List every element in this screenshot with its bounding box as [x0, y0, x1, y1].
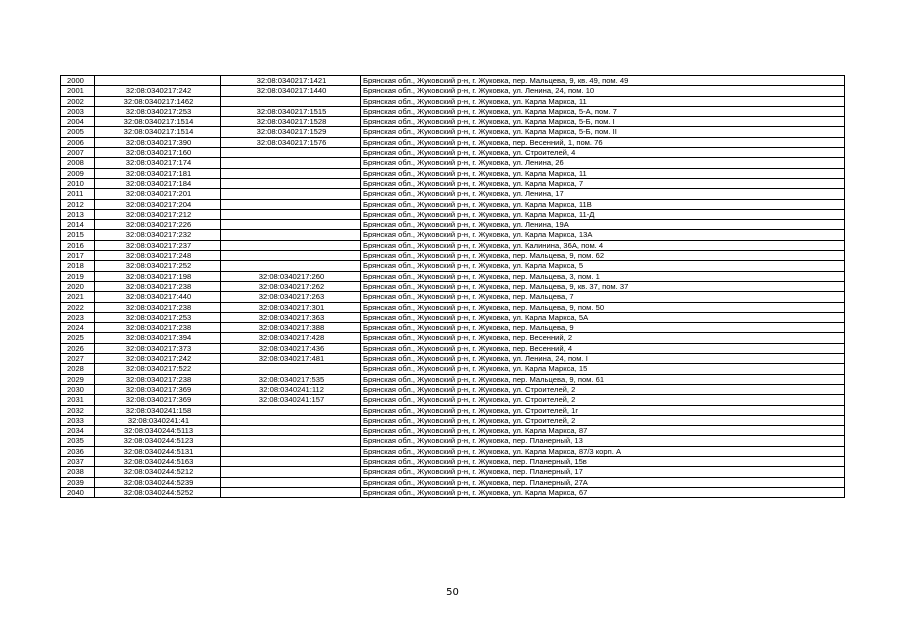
row-number-cell: 2008 [61, 158, 95, 168]
object-cadastral-number-cell [221, 487, 361, 497]
table-row [61, 199, 845, 209]
address-cell: Брянская обл., Жуковский р-н, г. Жуковка, пер. Мальцева, 9, кв. 37, пом. 37 [361, 281, 845, 291]
table-row [61, 106, 845, 116]
address-cell: Брянская обл., Жуковский р-н, г. Жуковка, ул. Карла Маркса, 11В [361, 199, 845, 209]
address-cell: Брянская обл., Жуковский р-н, г. Жуковка, ул. Карла Маркса, 5-Б, пом. II [361, 127, 845, 137]
cadastral-number-cell: 32:08:0340244:5163 [95, 456, 221, 466]
cadastral-number-cell: 32:08:0340217:184 [95, 178, 221, 188]
address-cell: Брянская обл., Жуковский р-н, г. Жуковка, пер. Планерный, 15в [361, 456, 845, 466]
object-cadastral-number-cell: 32:08:0340217:481 [221, 354, 361, 364]
table-row [61, 405, 845, 415]
row-number-cell: 2012 [61, 199, 95, 209]
cadastral-number-cell: 32:08:0340217:181 [95, 168, 221, 178]
address-cell: Брянская обл., Жуковский р-н, г. Жуковка, ул. Карла Маркса, 11-Д [361, 209, 845, 219]
address-cell: Брянская обл., Жуковский р-н, г. Жуковка, пер. Мальцева, 9 [361, 323, 845, 333]
address-cell: Брянская обл., Жуковский р-н, г. Жуковка, ул. Калинина, 36А, пом. 4 [361, 240, 845, 250]
row-number-cell: 2004 [61, 117, 95, 127]
object-cadastral-number-cell [221, 240, 361, 250]
object-cadastral-number-cell: 32:08:0340217:1528 [221, 117, 361, 127]
address-cell: Брянская обл., Жуковский р-н, г. Жуковка, пер. Планерный, 17 [361, 467, 845, 477]
row-number-cell: 2003 [61, 106, 95, 116]
cadastral-number-cell: 32:08:0340217:204 [95, 199, 221, 209]
table-row [61, 292, 845, 302]
row-number-cell: 2019 [61, 271, 95, 281]
address-cell: Брянская обл., Жуковский р-н, г. Жуковка, пер. Планерный, 27А [361, 477, 845, 487]
table-row [61, 415, 845, 425]
cadastral-number-cell: 32:08:0340217:373 [95, 343, 221, 353]
table-row [61, 209, 845, 219]
address-cell: Брянская обл., Жуковский р-н, г. Жуковка, ул. Ленина, 24, пом. 10 [361, 86, 845, 96]
object-cadastral-number-cell [221, 199, 361, 209]
cadastral-number-cell: 32:08:0340217:226 [95, 220, 221, 230]
table-row [61, 436, 845, 446]
cadastral-number-cell: 32:08:0340217:248 [95, 251, 221, 261]
object-cadastral-number-cell: 32:08:0340217:260 [221, 271, 361, 281]
table-row [61, 86, 845, 96]
address-cell: Брянская обл., Жуковский р-н, г. Жуковка, ул. Строителей, 1г [361, 405, 845, 415]
row-number-cell: 2013 [61, 209, 95, 219]
address-cell: Брянская обл., Жуковский р-н, г. Жуковка, пер. Весенний, 1, пом. 76 [361, 137, 845, 147]
table-row [61, 96, 845, 106]
row-number-cell: 2031 [61, 395, 95, 405]
table-row [61, 148, 845, 158]
cadastral-number-cell: 32:08:0340217:238 [95, 281, 221, 291]
row-number-cell: 2024 [61, 323, 95, 333]
cadastral-number-cell: 32:08:0340244:5131 [95, 446, 221, 456]
row-number-cell: 2005 [61, 127, 95, 137]
object-cadastral-number-cell: 32:08:0340217:1515 [221, 106, 361, 116]
table-row [61, 261, 845, 271]
address-cell: Брянская обл., Жуковский р-н, г. Жуковка, ул. Ленина, 19А [361, 220, 845, 230]
row-number-cell: 2011 [61, 189, 95, 199]
cadastral-number-cell: 32:08:0340217:253 [95, 106, 221, 116]
object-cadastral-number-cell: 32:08:0340217:262 [221, 281, 361, 291]
table-row [61, 395, 845, 405]
table-row [61, 76, 845, 86]
address-cell: Брянская обл., Жуковский р-н, г. Жуковка, ул. Карла Маркса, 5 [361, 261, 845, 271]
cadastral-number-cell: 32:08:0340217:1514 [95, 127, 221, 137]
table-row [61, 374, 845, 384]
row-number-cell: 2030 [61, 384, 95, 394]
address-cell: Брянская обл., Жуковский р-н, г. Жуковка, ул. Карла Маркса, 5-А, пом. 7 [361, 106, 845, 116]
table-row [61, 343, 845, 353]
cadastral-number-cell: 32:08:0340244:5252 [95, 487, 221, 497]
cadastral-number-cell: 32:08:0340217:174 [95, 158, 221, 168]
address-cell: Брянская обл., Жуковский р-н, г. Жуковка, ул. Карла Маркса, 87/3 корп. А [361, 446, 845, 456]
row-number-cell: 2037 [61, 456, 95, 466]
table-row [61, 251, 845, 261]
cadastral-number-cell: 32:08:0340217:369 [95, 395, 221, 405]
object-cadastral-number-cell [221, 209, 361, 219]
table-row [61, 137, 845, 147]
cadastral-number-cell: 32:08:0340241:41 [95, 415, 221, 425]
cadastral-number-cell: 32:08:0340217:160 [95, 148, 221, 158]
row-number-cell: 2009 [61, 168, 95, 178]
object-cadastral-number-cell [221, 477, 361, 487]
table-row [61, 446, 845, 456]
row-number-cell: 2016 [61, 240, 95, 250]
table-row [61, 281, 845, 291]
table-row [61, 230, 845, 240]
cadastral-number-cell: 32:08:0340217:369 [95, 384, 221, 394]
object-cadastral-number-cell [221, 251, 361, 261]
object-cadastral-number-cell [221, 446, 361, 456]
table-row [61, 168, 845, 178]
object-cadastral-number-cell [221, 364, 361, 374]
row-number-cell: 2035 [61, 436, 95, 446]
object-cadastral-number-cell [221, 456, 361, 466]
cadastral-number-cell: 32:08:0340217:1462 [95, 96, 221, 106]
object-cadastral-number-cell: 32:08:0340241:112 [221, 384, 361, 394]
table-row [61, 354, 845, 364]
table-row [61, 302, 845, 312]
table-row [61, 323, 845, 333]
cadastral-number-cell [95, 76, 221, 86]
address-cell: Брянская обл., Жуковский р-н, г. Жуковка, ул. Карла Маркса, 13А [361, 230, 845, 240]
object-cadastral-number-cell [221, 436, 361, 446]
address-cell: Брянская обл., Жуковский р-н, г. Жуковка, ул. Строителей, 4 [361, 148, 845, 158]
cadastral-number-cell: 32:08:0340217:198 [95, 271, 221, 281]
table-row [61, 220, 845, 230]
object-cadastral-number-cell: 32:08:0340217:388 [221, 323, 361, 333]
cadastral-number-cell: 32:08:0340217:232 [95, 230, 221, 240]
cadastral-number-cell: 32:08:0340217:242 [95, 86, 221, 96]
row-number-cell: 2018 [61, 261, 95, 271]
row-number-cell: 2001 [61, 86, 95, 96]
address-cell: Брянская обл., Жуковский р-н, г. Жуковка, ул. Строителей, 2 [361, 415, 845, 425]
table-row [61, 178, 845, 188]
cadastral-number-cell: 32:08:0340217:1514 [95, 117, 221, 127]
address-cell: Брянская обл., Жуковский р-н, г. Жуковка, пер. Планерный, 13 [361, 436, 845, 446]
object-cadastral-number-cell [221, 158, 361, 168]
table-row [61, 384, 845, 394]
row-number-cell: 2036 [61, 446, 95, 456]
cadastral-number-cell: 32:08:0340217:212 [95, 209, 221, 219]
address-cell: Брянская обл., Жуковский р-н, г. Жуковка, пер. Мальцева, 9, кв. 49, пом. 49 [361, 76, 845, 86]
cadastral-number-cell: 32:08:0340217:522 [95, 364, 221, 374]
row-number-cell: 2010 [61, 178, 95, 188]
object-cadastral-number-cell: 32:08:0340217:428 [221, 333, 361, 343]
address-cell: Брянская обл., Жуковский р-н, г. Жуковка, ул. Карла Маркса, 11 [361, 168, 845, 178]
row-number-cell: 2000 [61, 76, 95, 86]
cadastral-number-cell: 32:08:0340244:5239 [95, 477, 221, 487]
row-number-cell: 2027 [61, 354, 95, 364]
address-cell: Брянская обл., Жуковский р-н, г. Жуковка, ул. Карла Маркса, 67 [361, 487, 845, 497]
row-number-cell: 2025 [61, 333, 95, 343]
table-row [61, 127, 845, 137]
address-cell: Брянская обл., Жуковский р-н, г. Жуковка, ул. Ленина, 24, пом. I [361, 354, 845, 364]
cadastral-number-cell: 32:08:0340241:158 [95, 405, 221, 415]
table-row [61, 456, 845, 466]
object-cadastral-number-cell: 32:08:0340217:436 [221, 343, 361, 353]
table-row [61, 487, 845, 497]
registry-table [60, 75, 845, 498]
row-number-cell: 2028 [61, 364, 95, 374]
cadastral-number-cell: 32:08:0340217:390 [95, 137, 221, 147]
address-cell: Брянская обл., Жуковский р-н, г. Жуковка, пер. Весенний, 2 [361, 333, 845, 343]
object-cadastral-number-cell: 32:08:0340217:1529 [221, 127, 361, 137]
address-cell: Брянская обл., Жуковский р-н, г. Жуковка, пер. Весенний, 4 [361, 343, 845, 353]
cadastral-number-cell: 32:08:0340244:5113 [95, 426, 221, 436]
row-number-cell: 2007 [61, 148, 95, 158]
object-cadastral-number-cell: 32:08:0340217:301 [221, 302, 361, 312]
object-cadastral-number-cell [221, 426, 361, 436]
table-row [61, 271, 845, 281]
table-row [61, 477, 845, 487]
address-cell: Брянская обл., Жуковский р-н, г. Жуковка, ул. Карла Маркса, 7 [361, 178, 845, 188]
object-cadastral-number-cell [221, 261, 361, 271]
address-cell: Брянская обл., Жуковский р-н, г. Жуковка, ул. Строителей, 2 [361, 395, 845, 405]
row-number-cell: 2026 [61, 343, 95, 353]
cadastral-number-cell: 32:08:0340217:252 [95, 261, 221, 271]
row-number-cell: 2006 [61, 137, 95, 147]
object-cadastral-number-cell: 32:08:0340217:363 [221, 312, 361, 322]
address-cell: Брянская обл., Жуковский р-н, г. Жуковка, пер. Мальцева, 9, пом. 62 [361, 251, 845, 261]
address-cell: Брянская обл., Жуковский р-н, г. Жуковка, ул. Карла Маркса, 87 [361, 426, 845, 436]
table-row [61, 333, 845, 343]
cadastral-number-cell: 32:08:0340217:394 [95, 333, 221, 343]
row-number-cell: 2002 [61, 96, 95, 106]
row-number-cell: 2033 [61, 415, 95, 425]
object-cadastral-number-cell: 32:08:0340217:1440 [221, 86, 361, 96]
cadastral-number-cell: 32:08:0340217:238 [95, 302, 221, 312]
cadastral-number-cell: 32:08:0340217:253 [95, 312, 221, 322]
row-number-cell: 2029 [61, 374, 95, 384]
row-number-cell: 2038 [61, 467, 95, 477]
row-number-cell: 2017 [61, 251, 95, 261]
row-number-cell: 2040 [61, 487, 95, 497]
cadastral-number-cell: 32:08:0340244:5212 [95, 467, 221, 477]
table-row [61, 467, 845, 477]
address-cell: Брянская обл., Жуковский р-н, г. Жуковка, пер. Мальцева, 9, пом. 61 [361, 374, 845, 384]
table-row [61, 426, 845, 436]
object-cadastral-number-cell [221, 168, 361, 178]
object-cadastral-number-cell: 32:08:0340217:1421 [221, 76, 361, 86]
object-cadastral-number-cell: 32:08:0340217:1576 [221, 137, 361, 147]
registry-table-body [61, 76, 845, 498]
cadastral-number-cell: 32:08:0340244:5123 [95, 436, 221, 446]
object-cadastral-number-cell [221, 148, 361, 158]
address-cell: Брянская обл., Жуковский р-н, г. Жуковка, ул. Карла Маркса, 5-Б, пом. I [361, 117, 845, 127]
object-cadastral-number-cell [221, 405, 361, 415]
row-number-cell: 2023 [61, 312, 95, 322]
object-cadastral-number-cell: 32:08:0340217:263 [221, 292, 361, 302]
cadastral-number-cell: 32:08:0340217:201 [95, 189, 221, 199]
address-cell: Брянская обл., Жуковский р-н, г. Жуковка, пер. Мальцева, 7 [361, 292, 845, 302]
address-cell: Брянская обл., Жуковский р-н, г. Жуковка, ул. Строителей, 2 [361, 384, 845, 394]
row-number-cell: 2034 [61, 426, 95, 436]
row-number-cell: 2020 [61, 281, 95, 291]
table-row [61, 117, 845, 127]
row-number-cell: 2039 [61, 477, 95, 487]
address-cell: Брянская обл., Жуковский р-н, г. Жуковка, пер. Мальцева, 9, пом. 50 [361, 302, 845, 312]
object-cadastral-number-cell [221, 230, 361, 240]
table-row [61, 312, 845, 322]
object-cadastral-number-cell [221, 96, 361, 106]
row-number-cell: 2022 [61, 302, 95, 312]
cadastral-number-cell: 32:08:0340217:238 [95, 374, 221, 384]
table-row [61, 158, 845, 168]
table-row [61, 364, 845, 374]
row-number-cell: 2032 [61, 405, 95, 415]
address-cell: Брянская обл., Жуковский р-н, г. Жуковка, ул. Карла Маркса, 15 [361, 364, 845, 374]
table-row [61, 189, 845, 199]
address-cell: Брянская обл., Жуковский р-н, г. Жуковка, ул. Ленина, 17 [361, 189, 845, 199]
cadastral-number-cell: 32:08:0340217:238 [95, 323, 221, 333]
object-cadastral-number-cell [221, 220, 361, 230]
object-cadastral-number-cell: 32:08:0340241:157 [221, 395, 361, 405]
cadastral-number-cell: 32:08:0340217:440 [95, 292, 221, 302]
object-cadastral-number-cell [221, 189, 361, 199]
object-cadastral-number-cell [221, 467, 361, 477]
address-cell: Брянская обл., Жуковский р-н, г. Жуковка, ул. Ленина, 26 [361, 158, 845, 168]
page-number: 50 [446, 587, 459, 598]
row-number-cell: 2021 [61, 292, 95, 302]
row-number-cell: 2015 [61, 230, 95, 240]
address-cell: Брянская обл., Жуковский р-н, г. Жуковка, пер. Мальцева, 3, пом. 1 [361, 271, 845, 281]
address-cell: Брянская обл., Жуковский р-н, г. Жуковка, ул. Карла Маркса, 11 [361, 96, 845, 106]
object-cadastral-number-cell [221, 178, 361, 188]
cadastral-number-cell: 32:08:0340217:242 [95, 354, 221, 364]
object-cadastral-number-cell: 32:08:0340217:535 [221, 374, 361, 384]
cadastral-number-cell: 32:08:0340217:237 [95, 240, 221, 250]
object-cadastral-number-cell [221, 415, 361, 425]
table-row [61, 240, 845, 250]
address-cell: Брянская обл., Жуковский р-н, г. Жуковка, ул. Карла Маркса, 5А [361, 312, 845, 322]
row-number-cell: 2014 [61, 220, 95, 230]
